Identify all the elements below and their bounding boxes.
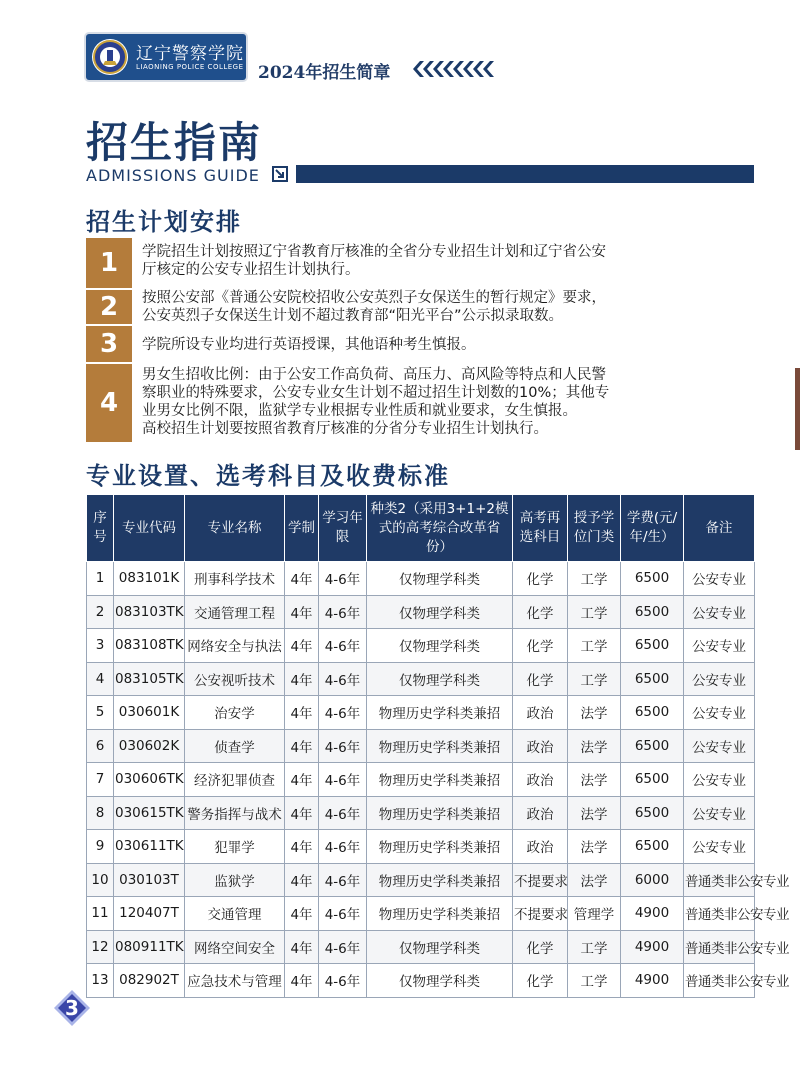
cell-subject-category: 仅物理学科类: [367, 595, 513, 629]
cell-major-code: 030611TK: [114, 830, 185, 864]
cell-major-name: 网络安全与执法: [185, 629, 285, 663]
column-header: 学制: [285, 495, 319, 562]
column-header: 序号: [87, 495, 114, 562]
cell-major-name: 经济犯罪侦查: [185, 763, 285, 797]
cell-elective-subject: 政治: [513, 729, 568, 763]
brochure-title: 2024年招生简章: [258, 63, 391, 83]
table-header-row: [87, 495, 755, 562]
cell-tuition: 6500: [621, 595, 684, 629]
cell-row-index: 13: [87, 964, 114, 998]
cell-elective-subject: 不提要求: [513, 897, 568, 931]
cell-major-name: 侦查学: [185, 729, 285, 763]
cell-remark: 普通类非公安专业: [684, 897, 755, 931]
cell-degree-type: 管理学: [568, 897, 621, 931]
table-row: [87, 930, 755, 964]
cell-elective-subject: 政治: [513, 696, 568, 730]
plan-line: 男女生招收比例：由于公安工作高负荷、高压力、高风险等特点和人民警: [142, 367, 606, 383]
cell-duration: 4年: [285, 696, 319, 730]
cell-degree-type: 工学: [568, 662, 621, 696]
cell-major-name: 公安视听技术: [185, 662, 285, 696]
cell-row-index: 8: [87, 796, 114, 830]
cell-tuition: 6500: [621, 662, 684, 696]
logo-chinese-name: 辽宁警察学院: [136, 44, 244, 64]
majors-table-body: [87, 562, 789, 998]
cell-study-years: 4-6年: [319, 562, 367, 596]
cell-degree-type: 法学: [568, 830, 621, 864]
cell-duration: 4年: [285, 964, 319, 998]
cell-tuition: 6500: [621, 696, 684, 730]
cell-elective-subject: 化学: [513, 595, 568, 629]
cell-elective-subject: 化学: [513, 662, 568, 696]
cell-elective-subject: 政治: [513, 830, 568, 864]
cell-remark: 公安专业: [684, 595, 755, 629]
logo-english-name: LIAONING POLICE COLLEGE: [136, 63, 244, 71]
cell-tuition: 6500: [621, 763, 684, 797]
cell-major-name: 犯罪学: [185, 830, 285, 864]
plan-number-badge: 4: [86, 364, 132, 442]
cell-remark: 普通类非公安专业: [684, 964, 755, 998]
cell-row-index: 6: [87, 729, 114, 763]
cell-subject-category: 物理历史学科类兼招: [367, 696, 513, 730]
cell-duration: 4年: [285, 897, 319, 931]
cell-remark: 公安专业: [684, 629, 755, 663]
page-title: 招生指南: [86, 118, 263, 167]
adjacent-page-edge: [795, 368, 800, 450]
cell-major-name: 应急技术与管理: [185, 964, 285, 998]
cell-study-years: 4-6年: [319, 629, 367, 663]
cell-major-name: 交通管理: [185, 897, 285, 931]
cell-major-name: 交通管理工程: [185, 595, 285, 629]
cell-subject-category: 物理历史学科类兼招: [367, 897, 513, 931]
cell-subject-category: 物理历史学科类兼招: [367, 830, 513, 864]
cell-remark: 公安专业: [684, 796, 755, 830]
cell-row-index: 3: [87, 629, 114, 663]
cell-degree-type: 法学: [568, 729, 621, 763]
cell-study-years: 4-6年: [319, 830, 367, 864]
cell-degree-type: 工学: [568, 964, 621, 998]
table-row: [87, 562, 755, 596]
cell-remark: 普通类非公安专业: [684, 930, 755, 964]
cell-study-years: 4-6年: [319, 662, 367, 696]
cell-row-index: 2: [87, 595, 114, 629]
column-header: 种类2（采用3+1+2模式的高考综合改革省份）: [367, 495, 513, 562]
cell-tuition: 4900: [621, 897, 684, 931]
plan-line: 按照公安部《普通公安院校招收公安英烈子女保送生的暂行规定》要求，: [142, 290, 606, 306]
cell-tuition: 6500: [621, 729, 684, 763]
cell-major-name: 网络空间安全: [185, 930, 285, 964]
cell-subject-category: 仅物理学科类: [367, 629, 513, 663]
cell-degree-type: 法学: [568, 696, 621, 730]
column-header: 授予学位门类: [568, 495, 621, 562]
cell-subject-category: 仅物理学科类: [367, 662, 513, 696]
cell-remark: 公安专业: [684, 696, 755, 730]
cell-degree-type: 工学: [568, 595, 621, 629]
title-bar-tip: [740, 165, 754, 183]
cell-subject-category: 仅物理学科类: [367, 930, 513, 964]
plan-text: [142, 243, 742, 279]
cell-duration: 4年: [285, 662, 319, 696]
column-header: 备注: [684, 495, 755, 562]
table-row: [87, 796, 755, 830]
table-row: [87, 830, 755, 864]
cell-duration: 4年: [285, 562, 319, 596]
majors-heading: 专业设置、选考科目及收费标准: [86, 462, 450, 490]
cell-degree-type: 工学: [568, 562, 621, 596]
cell-duration: 4年: [285, 796, 319, 830]
arrow-down-right-icon: [272, 166, 288, 182]
cell-subject-category: 物理历史学科类兼招: [367, 729, 513, 763]
college-logo: [86, 34, 246, 80]
cell-remark: 公安专业: [684, 562, 755, 596]
page-subtitle-english: ADMISSIONS GUIDE: [86, 166, 260, 185]
plan-line: 学院所设专业均进行英语授课，其他语种考生慎报。: [142, 337, 476, 353]
cell-row-index: 7: [87, 763, 114, 797]
cell-major-code: 120407T: [114, 897, 185, 931]
cell-degree-type: 工学: [568, 629, 621, 663]
cell-tuition: 6500: [621, 629, 684, 663]
chevron-decoration-icon: [412, 60, 504, 78]
cell-subject-category: 仅物理学科类: [367, 964, 513, 998]
column-header: 学费(元/年/生）: [621, 495, 684, 562]
cell-study-years: 4-6年: [319, 696, 367, 730]
column-header: 高考再选科目: [513, 495, 568, 562]
cell-major-code: 083101K: [114, 562, 185, 596]
plan-text: [142, 289, 742, 325]
cell-subject-category: 物理历史学科类兼招: [367, 796, 513, 830]
plan-heading: 招生计划安排: [86, 208, 242, 236]
cell-major-code: 030606TK: [114, 763, 185, 797]
cell-tuition: 4900: [621, 930, 684, 964]
cell-elective-subject: 化学: [513, 964, 568, 998]
column-header: 专业代码: [114, 495, 185, 562]
cell-duration: 4年: [285, 629, 319, 663]
cell-study-years: 4-6年: [319, 897, 367, 931]
cell-major-code: 030602K: [114, 729, 185, 763]
plan-line: 学院招生计划按照辽宁省教育厅核准的全省分专业招生计划和辽宁省公安: [142, 244, 606, 260]
cell-tuition: 6500: [621, 562, 684, 596]
cell-major-code: 030601K: [114, 696, 185, 730]
table-row: [87, 629, 755, 663]
cell-study-years: 4-6年: [319, 763, 367, 797]
table-row: [87, 863, 755, 897]
cell-major-name: 警务指挥与战术: [185, 796, 285, 830]
police-emblem-icon: [92, 39, 128, 75]
table-row: [87, 662, 755, 696]
cell-elective-subject: 政治: [513, 763, 568, 797]
cell-remark: 普通类非公安专业: [684, 863, 755, 897]
cell-row-index: 9: [87, 830, 114, 864]
plan-number-badge: 2: [86, 290, 132, 324]
cell-duration: 4年: [285, 863, 319, 897]
cell-degree-type: 法学: [568, 763, 621, 797]
plan-number-badge: 3: [86, 326, 132, 362]
cell-study-years: 4-6年: [319, 729, 367, 763]
cell-duration: 4年: [285, 595, 319, 629]
cell-row-index: 10: [87, 863, 114, 897]
table-row: [87, 964, 755, 998]
column-header: 学习年限: [319, 495, 367, 562]
cell-tuition: 4900: [621, 964, 684, 998]
cell-elective-subject: 化学: [513, 629, 568, 663]
cell-row-index: 5: [87, 696, 114, 730]
cell-subject-category: 物理历史学科类兼招: [367, 863, 513, 897]
cell-remark: 公安专业: [684, 662, 755, 696]
cell-row-index: 1: [87, 562, 114, 596]
cell-row-index: 11: [87, 897, 114, 931]
plan-line: 厅核定的公安专业招生计划执行。: [142, 262, 360, 278]
cell-duration: 4年: [285, 830, 319, 864]
cell-row-index: 12: [87, 930, 114, 964]
column-header: 专业名称: [185, 495, 285, 562]
cell-major-code: 083105TK: [114, 662, 185, 696]
cell-subject-category: 仅物理学科类: [367, 562, 513, 596]
cell-major-code: 030103T: [114, 863, 185, 897]
cell-major-code: 083103TK: [114, 595, 185, 629]
cell-degree-type: 法学: [568, 863, 621, 897]
cell-study-years: 4-6年: [319, 796, 367, 830]
cell-duration: 4年: [285, 729, 319, 763]
cell-remark: 公安专业: [684, 830, 755, 864]
plan-line: 察职业的特殊要求，公安专业女生计划不超过招生计划数的10%；其他专: [142, 385, 610, 401]
cell-remark: 公安专业: [684, 763, 755, 797]
table-row: [87, 696, 755, 730]
cell-tuition: 6000: [621, 863, 684, 897]
cell-major-code: 030615TK: [114, 796, 185, 830]
cell-duration: 4年: [285, 763, 319, 797]
plan-text: [142, 336, 742, 354]
cell-elective-subject: 政治: [513, 796, 568, 830]
cell-remark: 公安专业: [684, 729, 755, 763]
cell-major-code: 082902T: [114, 964, 185, 998]
cell-row-index: 4: [87, 662, 114, 696]
cell-major-code: 083108TK: [114, 629, 185, 663]
title-underline-bar: [296, 165, 754, 183]
cell-tuition: 6500: [621, 796, 684, 830]
table-row: [87, 763, 755, 797]
cell-tuition: 6500: [621, 830, 684, 864]
cell-major-name: 刑事科学技术: [185, 562, 285, 596]
cell-degree-type: 法学: [568, 796, 621, 830]
cell-duration: 4年: [285, 930, 319, 964]
cell-study-years: 4-6年: [319, 964, 367, 998]
plan-line: 高校招生计划要按照省教育厅核准的分省分专业招生计划执行。: [142, 421, 548, 437]
plan-line: 公安英烈子女保送生计划不超过教育部“阳光平台”公示拟录取数。: [142, 308, 564, 324]
cell-subject-category: 物理历史学科类兼招: [367, 763, 513, 797]
cell-study-years: 4-6年: [319, 595, 367, 629]
plan-line: 业男女比例不限，监狱学专业根据专业性质和就业要求，女生慎报。: [142, 403, 577, 419]
page-number: 3: [65, 996, 79, 1020]
cell-study-years: 4-6年: [319, 863, 367, 897]
cell-major-name: 治安学: [185, 696, 285, 730]
cell-elective-subject: 化学: [513, 930, 568, 964]
cell-study-years: 4-6年: [319, 930, 367, 964]
table-row: [87, 595, 755, 629]
cell-major-code: 080911TK: [114, 930, 185, 964]
plan-number-badge: 1: [86, 238, 132, 288]
cell-elective-subject: 化学: [513, 562, 568, 596]
cell-elective-subject: 不提要求: [513, 863, 568, 897]
plan-text: [142, 366, 742, 438]
cell-major-name: 监狱学: [185, 863, 285, 897]
table-row: [87, 729, 755, 763]
table-row: [87, 897, 755, 931]
majors-table: [86, 494, 789, 998]
cell-degree-type: 工学: [568, 930, 621, 964]
